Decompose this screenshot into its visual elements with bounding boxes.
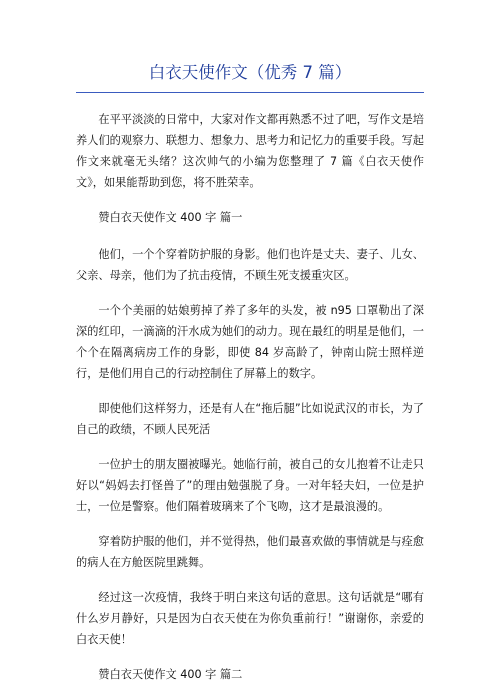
paragraph: 一个个美丽的姑娘剪掉了养了多年的头发，被 n95 口罩勒出了深深的红印，一滴滴的汗水成为她们的动力。现在最红的明星是他们，一个个在隔离病房工作的身影，即使 84 岁高龄了，钟南山院士照样逆行，是他们用自己的行动控制住了屏幕上的数字。 [76,304,424,380]
title-underline [76,92,424,93]
paragraph-intro: 在平平淡淡的日常中，大家对作文都再熟悉不过了吧，写作文是培养人们的观察力、联想力、想象力、思考力和记忆力的重要手段。写起作文来就毫无头绪？这次帅气的小编为您整理了 7 篇《白衣天使作文》，如果能帮助到您，将不胜荣幸。 [76,113,424,189]
document-body [76,109,424,685]
paragraph: 穿着防护服的他们，并不觉得热，他们最喜欢做的事情就是与痊愈的病人在方舱医院里跳舞。 [76,535,424,569]
paragraph: 他们，一个个穿着防护服的身影。他们也许是丈夫、妻子、儿女、父亲、母亲，他们为了抗击疫情，不顾生死支援重灾区。 [76,248,424,282]
document-title: 白衣天使作文（优秀 7 篇） [148,63,352,82]
section-heading-1: 赞白衣天使作文 400 字 篇一 [98,211,243,224]
paragraph: 一位护士的朋友圈被曝光。她临行前，被自己的女儿抱着不让走只好以“妈妈去打怪兽了”的理由勉强脱了身。一对年轻夫妇，一位是护士，一位是警察。他们隔着玻璃来了个飞吻，这才是最浪漫的。 [76,458,424,513]
paragraph: 即使他们这样努力，还是有人在“拖后腿”比如说武汉的市长，为了自己的政绩，不顾人民死活 [76,402,424,436]
section-heading-2: 赞白衣天使作文 400 字 篇二 [98,668,243,681]
paragraph: 经过这一次疫情，我终于明白来这句话的意思。这句话就是“哪有什么岁月静好，只是因为白衣天使在为你负重前行！”谢谢你，亲爱的白衣天使！ [76,591,424,646]
